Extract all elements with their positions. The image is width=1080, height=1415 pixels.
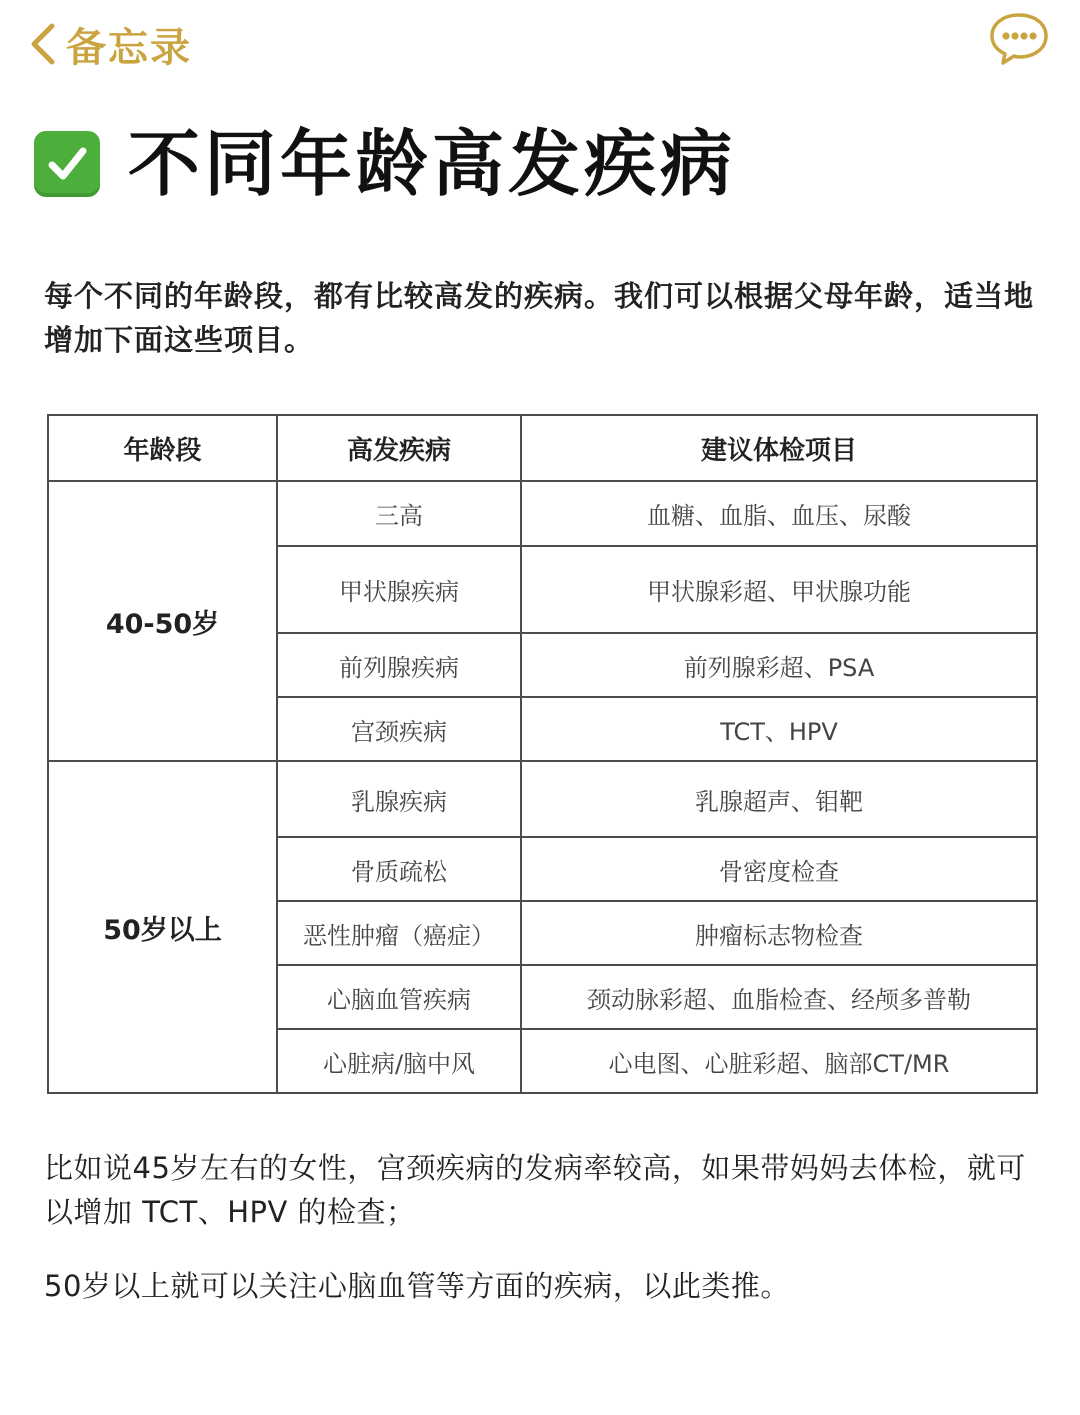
more-button[interactable]: [988, 10, 1050, 66]
header-disease: 高发疾病: [277, 415, 521, 481]
exam-cell: 乳腺超声、钼靶: [521, 761, 1037, 837]
exam-cell: 骨密度检查: [521, 837, 1037, 901]
table-row: [48, 761, 1037, 837]
intro-text: 每个不同的年龄段，都有比较高发的疾病。我们可以根据父母年龄，适当地增加下面这些项目。: [44, 279, 1035, 357]
page-title: 不同年龄高发疾病: [128, 122, 737, 206]
age-group-50-plus: 50岁以上: [48, 761, 277, 1093]
back-button[interactable]: [28, 14, 192, 74]
exam-cell: 心电图、心脏彩超、脑部CT/MR: [521, 1029, 1037, 1093]
disease-cell: 前列腺疾病: [277, 633, 521, 697]
exam-cell: 前列腺彩超、PSA: [521, 633, 1037, 697]
age-group-40-50: 40-50岁: [48, 481, 277, 761]
exam-cell: TCT、HPV: [521, 697, 1037, 761]
summary-paragraph: 50岁以上就可以关注心脑血管等方面的疾病，以此类推。: [44, 1269, 790, 1303]
exam-cell: 肿瘤标志物检查: [521, 901, 1037, 965]
header-exam: 建议体检项目: [521, 415, 1037, 481]
check-mark-icon: [34, 131, 100, 197]
table-header-row: [48, 415, 1037, 481]
exam-cell: 甲状腺彩超、甲状腺功能: [521, 546, 1037, 633]
back-label: 备忘录: [66, 24, 192, 71]
disease-cell: 心脑血管疾病: [277, 965, 521, 1029]
disease-cell: 心脏病/脑中风: [277, 1029, 521, 1093]
disease-cell: 乳腺疾病: [277, 761, 521, 837]
table-row: [48, 481, 1037, 546]
chat-bubble-more-icon: [988, 10, 1050, 66]
disease-cell: 骨质疏松: [277, 837, 521, 901]
chevron-left-icon: [28, 22, 58, 66]
disease-cell: 三高: [277, 481, 521, 546]
exam-cell: 颈动脉彩超、血脂检查、经颅多普勒: [521, 965, 1037, 1029]
disease-table: [47, 414, 1038, 1094]
disease-cell: 宫颈疾病: [277, 697, 521, 761]
disease-cell: 甲状腺疾病: [277, 546, 521, 633]
disease-cell: 恶性肿瘤（癌症）: [277, 901, 521, 965]
example-paragraph: 比如说45岁左右的女性，宫颈疾病的发病率较高，如果带妈妈去体检，就可以增加 TCT、HPV 的检查；: [44, 1151, 1026, 1229]
title-row: [34, 122, 737, 206]
exam-cell: 血糖、血脂、血压、尿酸: [521, 481, 1037, 546]
header-age: 年龄段: [48, 415, 277, 481]
